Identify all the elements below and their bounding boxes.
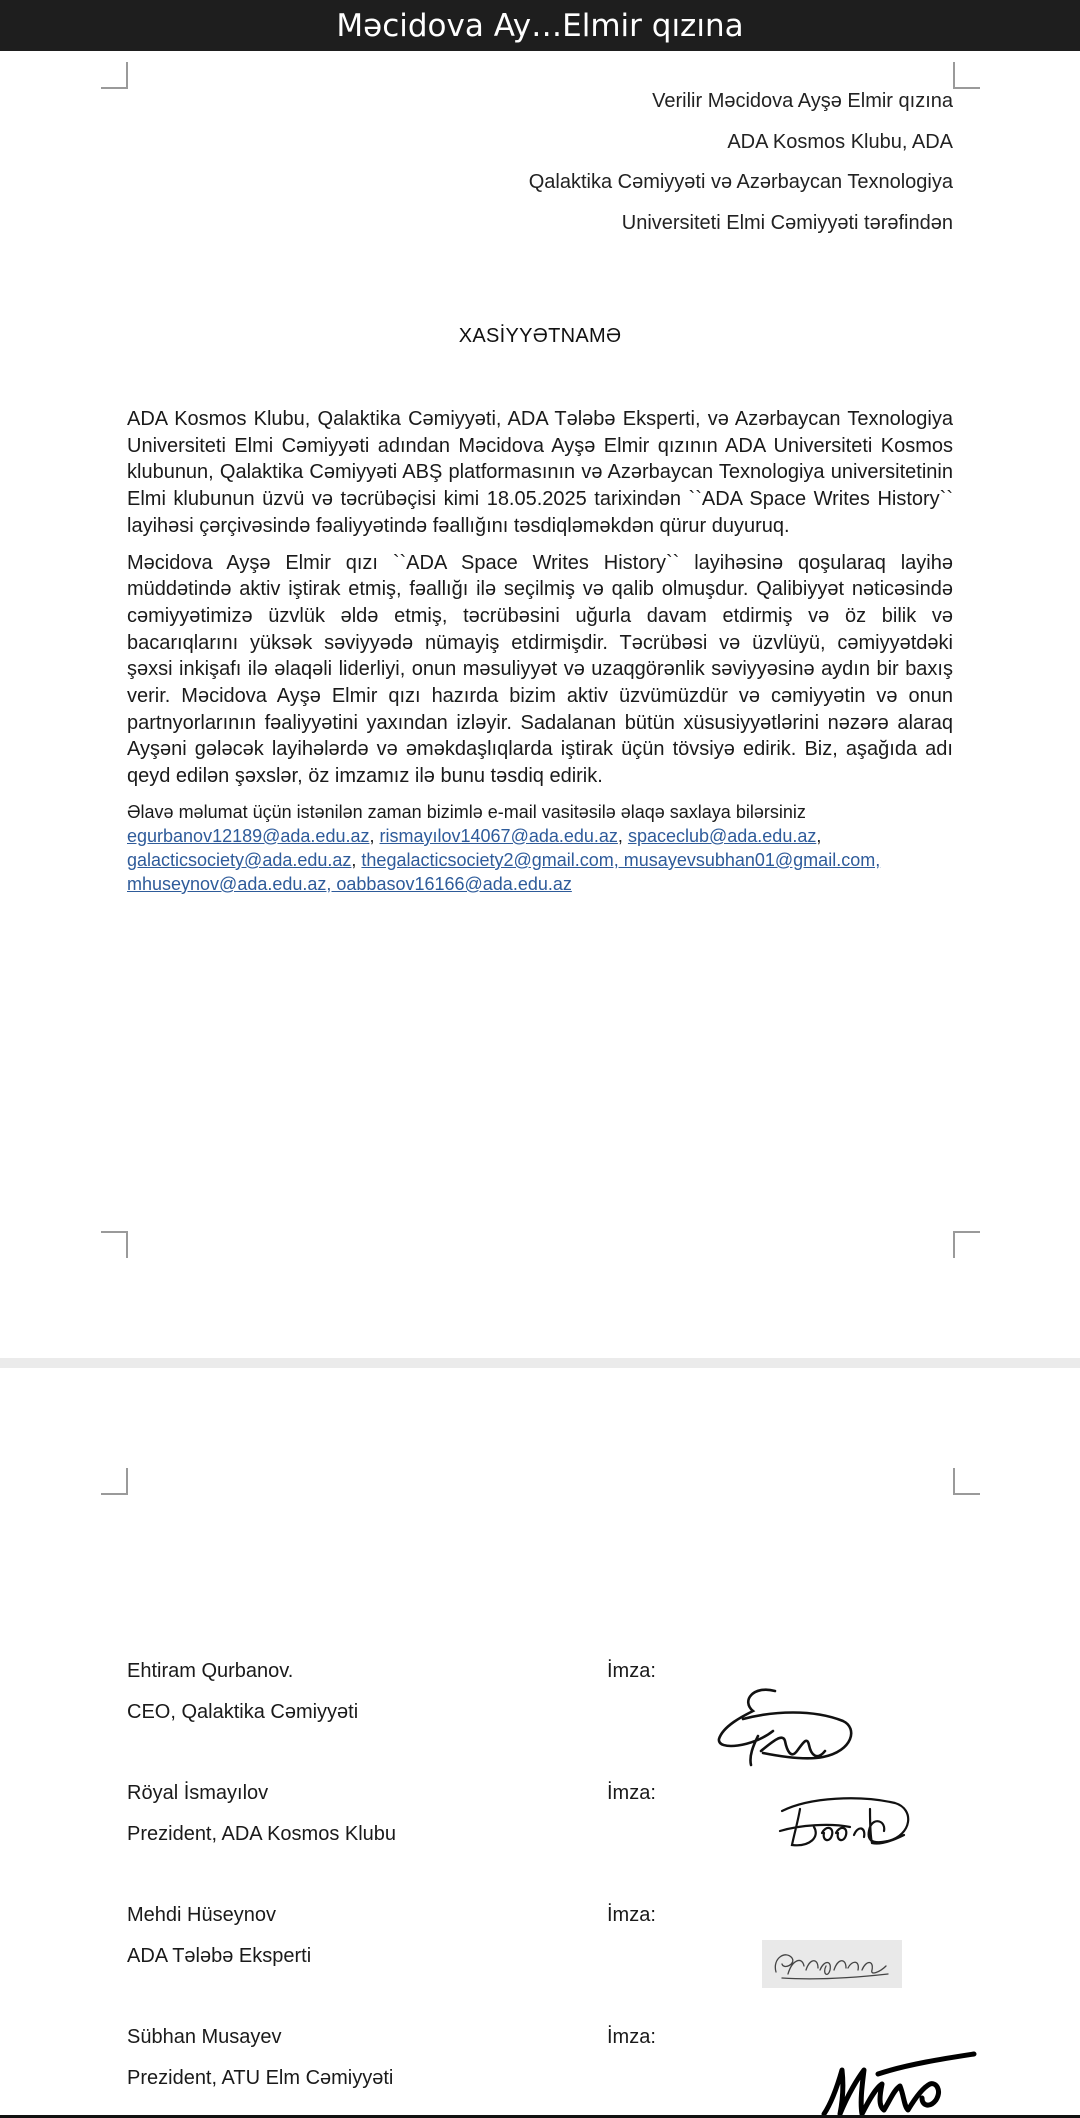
body-paragraph: ADA Kosmos Klubu, Qalaktika Cəmiyyəti, ADA Tələbə Eksperti, və Azərbaycan Texnologiya Universiteti Elmi Cəmiyyəti adından Məcidova Ayşə Elmir qızının ADA Universiteti Kosmos klubunun, Qalaktika Cəmiyyəti ABŞ platformasının və Azərbaycan Texnologiya universitetinin Elmi klubunun üzvü və təcrübəçisi kimi 18.05.2025 tarixindən ``ADA Space Writes History`` layihəsi çərçivəsində fəaliyyətində fəallığını təsdiqləməkdən qürur duyuruq. [127, 408, 953, 537]
document-page-1 [0, 51, 1080, 1358]
email-link[interactable]: galacticsociety@ada.edu.az [127, 849, 352, 870]
signatory-name: Sübhan Musayev [127, 2026, 282, 2048]
document-title: Məcidova Ay…Elmir qızına [336, 7, 744, 44]
handwritten-signature [713, 1681, 863, 1773]
page-corner-mark [953, 1468, 980, 1495]
email-link[interactable]: thegalacticsociety2@gmail.com, musayevsubhan01@gmail.com, [361, 849, 881, 870]
email-link[interactable]: mhuseynov@ada.edu.az, oabbasov16166@ada.edu.az [127, 873, 572, 894]
page-corner-mark [953, 62, 980, 89]
document-heading: XASİYYƏTNAMƏ [458, 325, 622, 347]
signatory-role: ADA Tələbə Eksperti [127, 1945, 312, 1967]
addressee-line: ADA Kosmos Klubu, ADA [727, 130, 953, 153]
signatory-name: Ehtiram Qurbanov. [127, 1660, 294, 1682]
document-page-2 [0, 1368, 1080, 2118]
email-link[interactable]: egurbanov12189@ada.edu.az [127, 825, 370, 846]
addressee-block [127, 81, 953, 243]
document-title-bar [0, 0, 1080, 51]
body-paragraph: Məcidova Ayşə Elmir qızı ``ADA Space Writes History`` layihəsinə qoşularaq layihə müddətində aktiv iştirak etmiş, fəallığı ilə seçilmiş və qalib olmuşdur. Qalibiyyət nəticəsində cəmiyyətimizə üzvlük əldə etmiş, təcrübəsini uğurla davam etdirmiş və öz bilik və bacarıqlarını yüksək səviyyədə nümayiş etdirmişdir. Təcrübəsi və üzvlüyü, cəmiyyətdəki şəxsi inkişafı ilə əlaqəli liderliyi, onun məsuliyyət və uzaqgörənlik səviyyəsinə aydın bir baxış verir. Məcidova Ayşə Elmir qızı hazırda bizim aktiv üzvümüzdür və cəmiyyətin və onun partnyorlarının fəaliyyətini yaxından izləyir. Sadalanan bütün xüsusiyyətlərini nəzərə alaraq Ayşəni gələcək layihələrdə və əməkdaşlıqlarda iştirak üçün tövsiyə edirik. Biz, aşağıda adı qeyd edilən şəxslər, öz imzamız ilə bunu təsdiq edirik. [127, 551, 953, 788]
handwritten-signature [818, 2044, 978, 2118]
addressee-line: Qalaktika Cəmiyyəti və Azərbaycan Texnologiya [528, 171, 953, 193]
signatory-role: CEO, Qalaktika Cəmiyyəti [127, 1701, 359, 1723]
email-link[interactable]: rismayılov14067@ada.edu.az [379, 825, 618, 846]
handwritten-signature [770, 1791, 915, 1856]
document-body [127, 406, 953, 896]
signature-label: İmza: [607, 1660, 656, 1682]
signatory-role: Prezident, ADA Kosmos Klubu [127, 1823, 397, 1845]
addressee-line: Verilir Məcidova Ayşə Elmir qızına [652, 90, 953, 112]
addressee-line: Universiteti Elmi Cəmiyyəti tərəfindən [621, 211, 953, 234]
contact-info: Əlavə məlumat üçün istənilən zaman bizimlə e-mail vasitəsilə əlaqə saxlaya bilərsiniz egurbanov12189@ada.edu.az, rismayılov14067@ada.edu.az, spaceclub@ada.edu.az, galacticsociety@ada.edu.az, thegalacticsociety2@gmail.com, musayevsubhan01@gmail.com, mhuseynov@ada.edu.az, oabbasov16166@ada.edu.az [127, 801, 881, 894]
email-link[interactable]: spaceclub@ada.edu.az [627, 825, 817, 846]
page-corner-mark [101, 1468, 128, 1495]
signature-label: İmza: [607, 1782, 656, 1804]
signature-label: İmza: [607, 2026, 656, 2048]
page-separator [0, 1358, 1080, 1368]
signatory-name: Röyal İsmayılov [127, 1782, 269, 1804]
contact-intro: Əlavə məlumat üçün istənilən zaman bizimlə e-mail vasitəsilə əlaqə saxlaya bilərsiniz [127, 801, 806, 822]
page-corner-mark [101, 62, 128, 89]
page-corner-mark [953, 1231, 980, 1258]
signature-label: İmza: [607, 1904, 656, 1926]
handwritten-signature [762, 1940, 902, 1988]
page-corner-mark [101, 1231, 128, 1258]
signatory-name: Mehdi Hüseynov [127, 1904, 276, 1926]
signatory-role: Prezident, ATU Elm Cəmiyyəti [127, 2067, 394, 2089]
